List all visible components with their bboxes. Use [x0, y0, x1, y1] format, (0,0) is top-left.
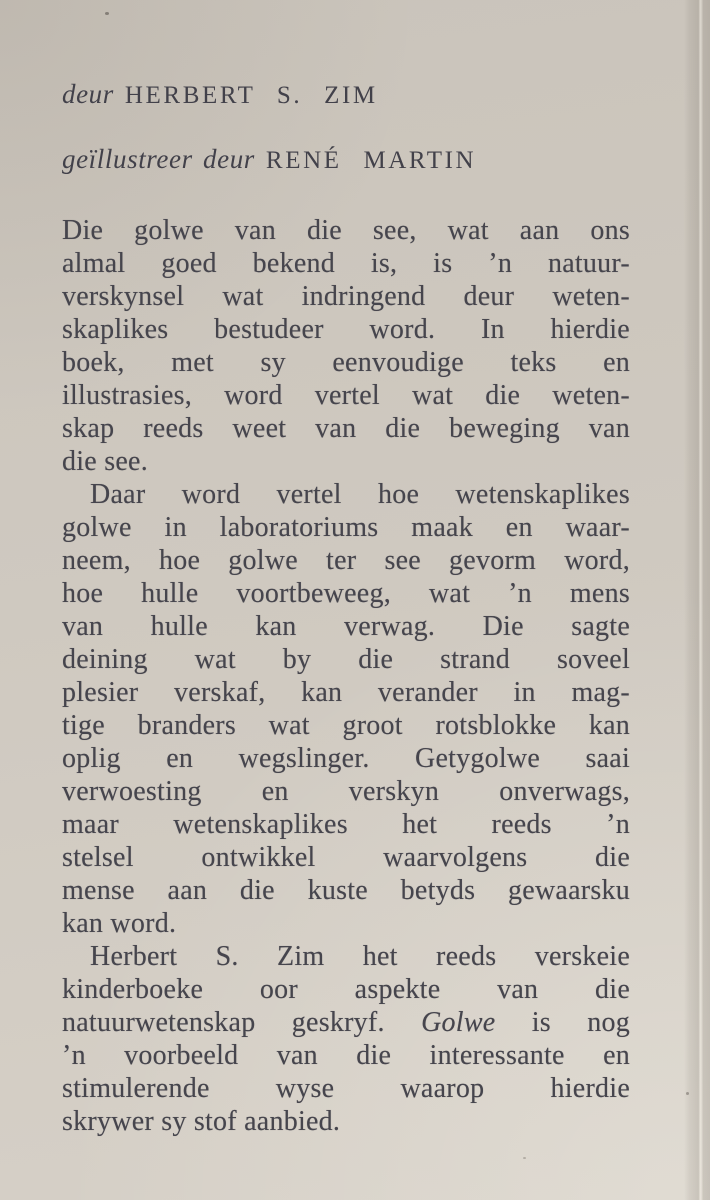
- text-line: [62, 313, 630, 346]
- text-line: [62, 709, 630, 742]
- text-run: die see.: [62, 446, 148, 477]
- text-run: Daar word vertel hoe wetenskaplikes: [90, 479, 630, 510]
- paragraph: [62, 478, 630, 940]
- text-run: almal goed bekend is, is ’n natuur-: [62, 248, 630, 279]
- text-line: [62, 346, 630, 379]
- text-line: [62, 412, 630, 445]
- text-run: ’n voorbeeld van die interessante en: [62, 1040, 630, 1071]
- text-line: [62, 940, 630, 973]
- text-line: [62, 874, 630, 907]
- text-run: stimulerende wyse waarop hierdie: [62, 1073, 630, 1104]
- text-run: deining wat by die strand soveel: [62, 644, 630, 675]
- text-run: Die golwe van die see, wat aan ons: [62, 215, 630, 246]
- text-line: [62, 247, 630, 280]
- text-run: kan word.: [62, 908, 177, 939]
- text-line: [62, 841, 630, 874]
- paper-speck: [523, 1157, 526, 1159]
- text-run: boek, met sy eenvoudige teks en: [62, 347, 630, 378]
- text-line: [62, 511, 630, 544]
- text-line: [62, 544, 630, 577]
- text-line: [62, 1072, 630, 1105]
- text-line: [62, 478, 630, 511]
- text-run: neem, hoe golwe ter see gevorm word,: [62, 545, 630, 576]
- text-run: is nog: [495, 1007, 630, 1038]
- text-line: [62, 775, 630, 808]
- text-line: [62, 1006, 630, 1039]
- author-name: HERBERT S. ZIM: [124, 82, 378, 109]
- text-run: stelsel ontwikkel waarvolgens die: [62, 842, 630, 873]
- text-line: [62, 1105, 630, 1138]
- page-edge-shadow: [684, 0, 710, 1200]
- byline-prefix: deur: [62, 79, 114, 109]
- text-run: mense aan die kuste betyds gewaarsku: [62, 875, 630, 906]
- text-line: [62, 379, 630, 412]
- text-line: [62, 445, 630, 478]
- text-run: kinderboeke oor aspekte van die: [62, 974, 630, 1005]
- text-line: [62, 742, 630, 775]
- illustrator-name: RENÉ MARTIN: [265, 147, 477, 174]
- text-line: [62, 577, 630, 610]
- text-line: [62, 808, 630, 841]
- byline: [62, 79, 378, 110]
- book-title-italic: Golwe: [421, 1007, 496, 1038]
- body-text: [62, 214, 630, 1138]
- text-line: [62, 676, 630, 709]
- text-run: maar wetenskaplikes het reeds ’n: [62, 809, 630, 840]
- text-line: [62, 214, 630, 247]
- text-run: oplig en wegslinger. Getygolwe saai: [62, 743, 630, 774]
- text-run: plesier verskaf, kan verander in mag-: [62, 677, 630, 708]
- paragraph: [62, 214, 630, 478]
- text-line: [62, 643, 630, 676]
- paragraph: [62, 940, 630, 1138]
- text-run: skrywer sy stof aanbied.: [62, 1106, 341, 1137]
- text-line: [62, 907, 630, 940]
- text-run: natuurwetenskap geskryf.: [62, 1007, 422, 1038]
- text-line: [62, 280, 630, 313]
- paper-speck: [105, 12, 109, 15]
- text-run: tige branders wat groot rotsblokke kan: [62, 710, 630, 741]
- text-run: skap reeds weet van die beweging van: [62, 413, 630, 444]
- text-run: verskynsel wat indringend deur weten-: [62, 281, 630, 312]
- text-line: [62, 1039, 630, 1072]
- text-line: [62, 610, 630, 643]
- illustrated-by-prefix: geïllustreer deur: [62, 144, 255, 174]
- text-run: Herbert S. Zim het reeds verskeie: [90, 941, 630, 972]
- illustrator-line: [62, 144, 476, 175]
- text-run: illustrasies, word vertel wat die weten-: [62, 380, 630, 411]
- text-run: hoe hulle voortbeweeg, wat ’n mens: [62, 578, 630, 609]
- text-run: golwe in laboratoriums maak en waar-: [62, 512, 630, 543]
- text-line: [62, 973, 630, 1006]
- text-run: skaplikes bestudeer word. In hierdie: [62, 314, 630, 345]
- text-run: verwoesting en verskyn onverwags,: [62, 776, 630, 807]
- text-run: van hulle kan verwag. Die sagte: [62, 611, 630, 642]
